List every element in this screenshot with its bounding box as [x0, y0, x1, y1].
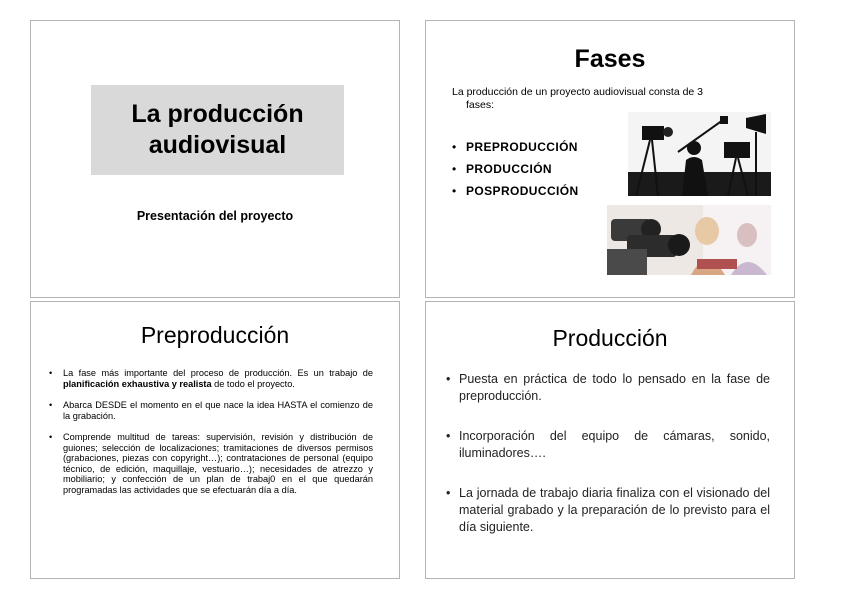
list-item: [49, 400, 373, 421]
bullet: •: [446, 429, 451, 443]
item-text: de todo el proyecto.: [211, 378, 295, 389]
slide-1: [30, 20, 400, 298]
item-bold-text: planificación exhaustiva y realista: [63, 378, 212, 389]
slide-2-intro: [452, 86, 752, 112]
item-text: La fase más importante del proceso de producción. Es un trabajo de: [63, 368, 373, 378]
list-item: [446, 428, 770, 462]
production-list: [446, 371, 770, 559]
list-item: [49, 432, 373, 495]
bullet: •: [49, 400, 53, 410]
bullet: •: [452, 162, 457, 176]
bullet: •: [446, 372, 451, 386]
press-cameras-photo: [607, 205, 771, 275]
slide-2-title: Fases: [574, 45, 646, 73]
item-text: La jornada de trabajo diaria finaliza con el visionado del material grabado y la preparación de lo previsto para el día siguiente.: [459, 486, 770, 534]
list-item: [446, 485, 770, 536]
phase-item: [452, 180, 579, 202]
phase-item: [452, 158, 579, 180]
phases-list: [452, 136, 579, 202]
phase-label: PREPRODUCCIÓN: [466, 140, 578, 154]
slide-2: [425, 20, 795, 298]
bullet: •: [49, 432, 53, 442]
phase-item: [452, 136, 579, 158]
list-item: [446, 371, 770, 405]
item-text: Puesta en práctica de todo lo pensado en la fase de preproducción.: [459, 372, 770, 403]
slide-4-title: Producción: [552, 325, 668, 351]
bullet: •: [446, 486, 451, 500]
slide-4: [425, 301, 795, 579]
slide-3-title: Preproducción: [140, 322, 290, 348]
item-text: Incorporación del equipo de cámaras, sonido, iluminadores….: [459, 429, 770, 460]
item-text: Abarca DESDE el momento en el que nace la idea HASTA el comienzo de la grabación.: [63, 400, 373, 421]
slide-2-intro-line2: fases:: [466, 99, 495, 111]
bullet: •: [452, 184, 457, 198]
slide-2-intro-line1: La producción de un proyecto audiovisual consta de 3: [452, 86, 704, 98]
bullet: •: [49, 368, 53, 378]
slide-3: [30, 301, 400, 579]
slide-1-title: La producción audiovisual: [91, 85, 344, 175]
preproduction-list: [49, 368, 373, 506]
phase-label: PRODUCCIÓN: [466, 162, 553, 176]
list-item: [49, 368, 373, 389]
phase-label: POSPRODUCCIÓN: [466, 184, 579, 198]
item-text: Comprende multitud de tareas: supervisión, revisión y distribución de guiones; selección de localizaciones; tramitaciones de diversos permisos (grabaciones, piezas con copyright…); contrataciones de personal (equipo técnico, de edición, maquillaje, vestuario…); necesidades de atrezzo y mobiliario; y confección de un plan de trabaj0 en el que quedarán programadas las actividades que se efectuarán día a día.: [63, 432, 373, 495]
film-crew-photo: [628, 112, 771, 196]
bullet: •: [452, 140, 457, 154]
slide-1-subtitle: Presentación del proyecto: [136, 209, 294, 223]
